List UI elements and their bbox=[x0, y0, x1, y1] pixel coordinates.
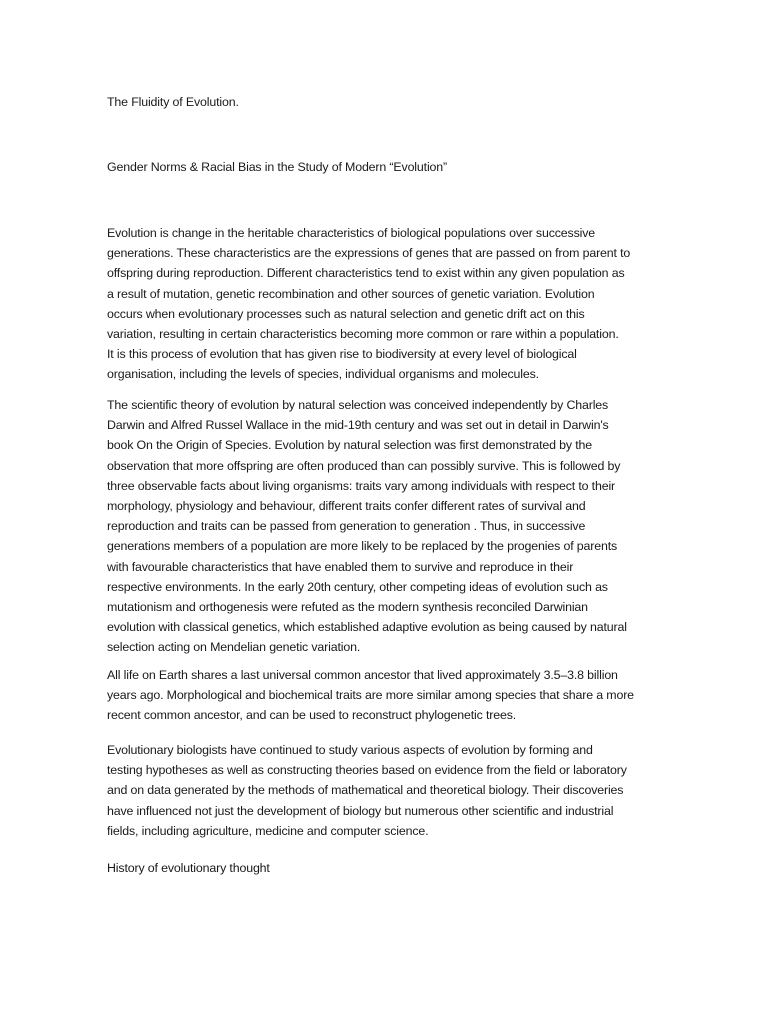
paragraph-3 bbox=[107, 665, 667, 726]
paragraph-line: fields, including agriculture, medicine and computer science. bbox=[107, 823, 429, 838]
paragraph-line: generations. These characteristics are the expressions of genes that are passed on from parent to bbox=[107, 246, 631, 261]
paragraph-line: selection acting on Mendelian genetic variation. bbox=[107, 640, 361, 655]
paragraph-line: morphology, physiology and behaviour, different traits confer different rates of survival and bbox=[107, 498, 586, 513]
paragraph-1 bbox=[107, 223, 667, 385]
document-subtitle: Gender Norms & Racial Bias in the Study of Modern “Evolution” bbox=[107, 160, 448, 174]
paragraph-line: observation that more offspring are often produced than can possibly survive. This is followed by bbox=[107, 458, 621, 473]
paragraph-line: organisation, including the levels of species, individual organisms and molecules. bbox=[107, 367, 539, 382]
paragraph-line: reproduction and traits can be passed from generation to generation . Thus, in successive bbox=[107, 519, 586, 534]
paragraph-line: with favourable characteristics that have enabled them to survive and reproduce in their bbox=[107, 559, 574, 574]
paragraph-line: generations members of a population are more likely to be replaced by the progenies of parents bbox=[107, 539, 618, 554]
paragraph-line: Darwin and Alfred Russel Wallace in the mid-19th century and was set out in detail in Darwin's bbox=[107, 418, 609, 433]
paragraph-line: have influenced not just the development of biology but numerous other scientific and industrial bbox=[107, 803, 614, 818]
paragraph-line: testing hypotheses as well as constructing theories based on evidence from the field or laboratory bbox=[107, 763, 627, 778]
paragraph-line: It is this process of evolution that has given rise to biodiversity at every level of biological bbox=[107, 347, 577, 362]
paragraph-line: evolution with classical genetics, which established adaptive evolution as being caused by natural bbox=[107, 620, 627, 635]
paragraph-line: Evolutionary biologists have continued to study various aspects of evolution by forming and bbox=[107, 743, 593, 757]
paragraph-line: occurs when evolutionary processes such as natural selection and genetic drift act on this bbox=[107, 306, 585, 321]
paragraph-line: The scientific theory of evolution by natural selection was conceived independently by Charles bbox=[107, 398, 609, 412]
document-title: The Fluidity of Evolution. bbox=[107, 95, 239, 109]
paragraph-line: Evolution is change in the heritable characteristics of biological populations over successive bbox=[107, 226, 595, 240]
paragraph-line: All life on Earth shares a last universal common ancestor that lived approximately 3.5–3.8 billion bbox=[107, 668, 618, 682]
paragraph-line: a result of mutation, genetic recombination and other sources of genetic variation. Evolution bbox=[107, 286, 595, 301]
paragraph-line: book On the Origin of Species. Evolution by natural selection was first demonstrated by the bbox=[107, 438, 592, 453]
paragraph-line: and on data generated by the methods of mathematical and theoretical biology. Their discoveries bbox=[107, 783, 624, 798]
paragraph-line: years ago. Morphological and biochemical traits are more similar among species that share a more bbox=[107, 688, 634, 703]
paragraph-line: recent common ancestor, and can be used to reconstruct phylogenetic trees. bbox=[107, 708, 517, 723]
paragraph-line: respective environments. In the early 20th century, other competing ideas of evolution such as bbox=[107, 579, 608, 594]
paragraph-line: offspring during reproduction. Different characteristics tend to exist within any given population as bbox=[107, 266, 625, 281]
paragraph-line: variation, resulting in certain characteristics becoming more common or rare within a population. bbox=[107, 326, 619, 341]
paragraph-4 bbox=[107, 740, 667, 841]
paragraph-2 bbox=[107, 395, 667, 657]
section-heading: History of evolutionary thought bbox=[107, 861, 270, 875]
paragraph-line: three observable facts about living organisms: traits vary among individuals with respect to their bbox=[107, 478, 616, 493]
paragraph-line: mutationism and orthogenesis were refuted as the modern synthesis reconciled Darwinian bbox=[107, 599, 588, 614]
